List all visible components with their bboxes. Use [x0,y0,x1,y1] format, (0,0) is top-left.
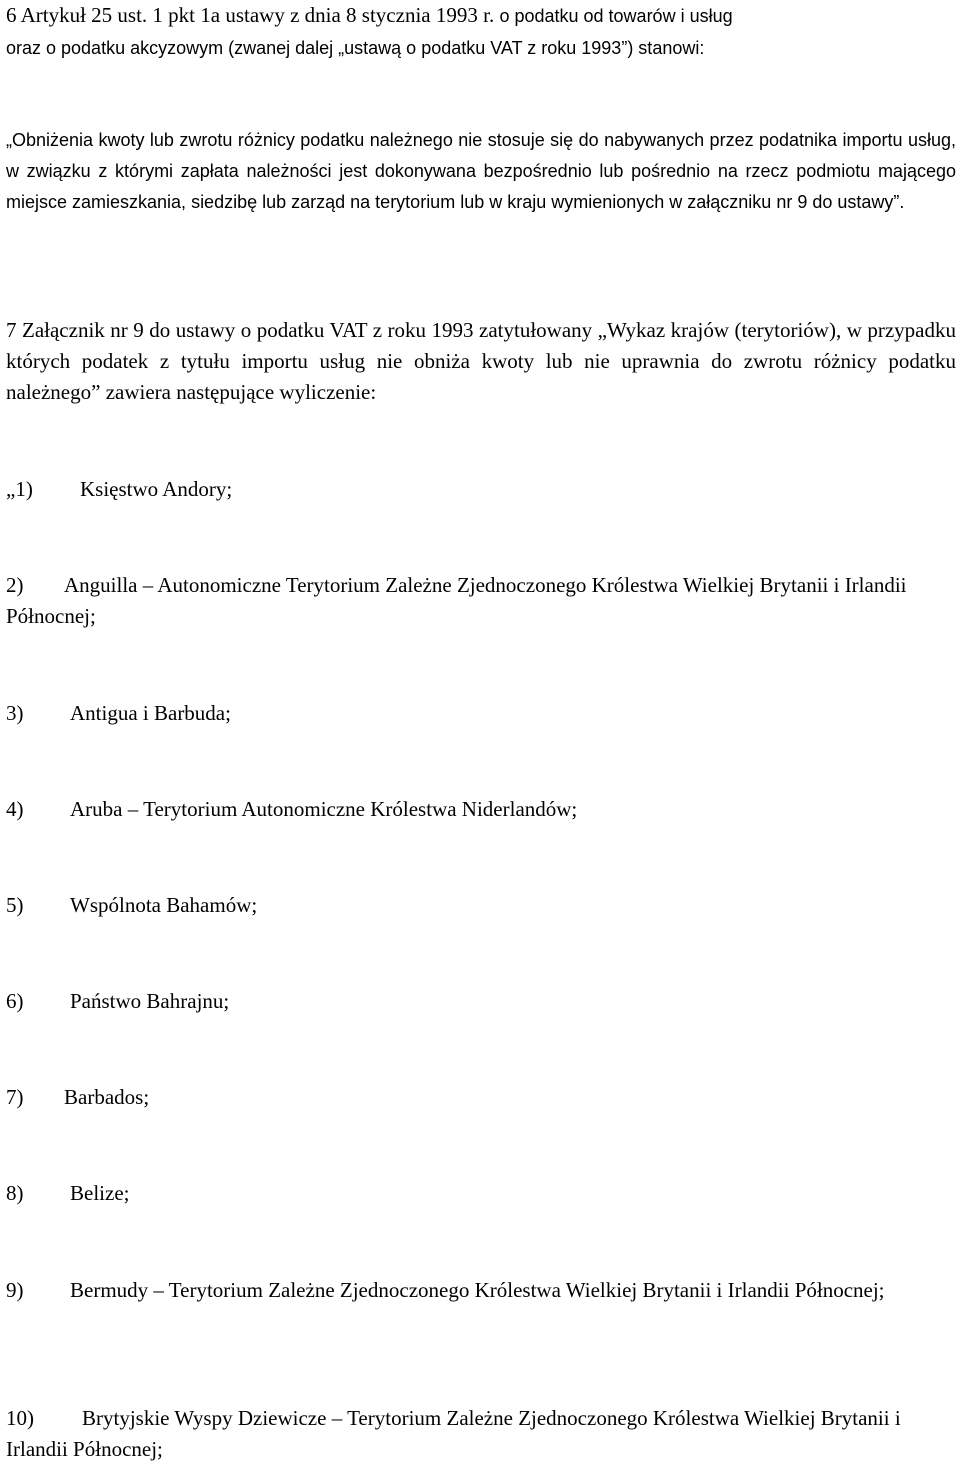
intro-line-1-serif: 6 Artykuł 25 ust. 1 pkt 1a ustawy z dnia 8 stycznia 1993 r. [6,3,500,27]
list-item-number: 6) [6,989,24,1013]
list-item-text: Aruba – Terytorium Autonomiczne Królestwa Niderlandów; [70,797,578,821]
list-item [6,986,956,1017]
list-item-number: 3) [6,701,24,725]
list-item-number: 9) [6,1278,24,1302]
list-item-number: 8) [6,1181,24,1205]
list-item-number: 10) [6,1406,34,1430]
list-item [6,890,956,921]
list-item-text: Belize; [70,1181,130,1205]
list-item-number: 4) [6,797,24,821]
list-item [6,1082,956,1113]
list-item [6,1178,956,1209]
list-item-text: Księstwo Andory; [80,477,233,501]
list-item-text: Barbados; [64,1085,150,1109]
list-item-number: „1) [6,477,33,501]
list-item-text: Antigua i Barbuda; [70,701,231,725]
list-item [6,1275,956,1306]
list-item [6,794,956,825]
list-item-text: Anguilla – Autonomiczne Terytorium Zależne Zjednoczonego Królestwa Wielkiej Brytanii i Irlandii Północnej; [6,573,907,628]
intro-line-2: oraz o podatku akcyzowym (zwanej dalej „ustawą o podatku VAT z roku 1993”) stanowi: [6,38,705,58]
paragraph-7: 7 Załącznik nr 9 do ustawy o podatku VAT z roku 1993 zatytułowany „Wykaz krajów (terytoriów), w przypadku których podatek z tytułu importu usług nie obniża kwoty lub nie uprawnia do zwrotu różnicy podatku należnego” zawiera następujące wyliczenie: [6,318,956,404]
list-item [6,1403,956,1465]
list-item-number: 2) [6,573,24,597]
list-item-text: Państwo Bahrajnu; [70,989,230,1013]
list-item [6,698,956,729]
list-item-text: Wspólnota Bahamów; [70,893,258,917]
list-item-number: 5) [6,893,24,917]
quoted-provision: „Obniżenia kwoty lub zwrotu różnicy podatku należnego nie stosuje się do nabywanych przez podatnika importu usług, w związku z którymi zapłata należności jest dokonywana bezpośrednio lub pośrednio na rzecz podmiotu mającego miejsce zamieszkania, siedzibę lub zarząd na terytorium lub w kraju wymienionych w załączniku nr 9 do ustawy”. [6,130,956,212]
list-item-number: 7) [6,1085,24,1109]
list-item-text: Brytyjskie Wyspy Dziewicze – Terytorium Zależne Zjednoczonego Królestwa Wielkiej Brytanii i Irlandii Północnej; [6,1406,901,1461]
intro-line-1-sans: o podatku od towarów i usług [499,6,733,26]
list-item [6,474,956,505]
list-item [6,570,956,632]
intro-line-1 [6,0,733,32]
list-item-text: Bermudy – Terytorium Zależne Zjednoczonego Królestwa Wielkiej Brytanii i Irlandii Północnej; [70,1278,885,1302]
